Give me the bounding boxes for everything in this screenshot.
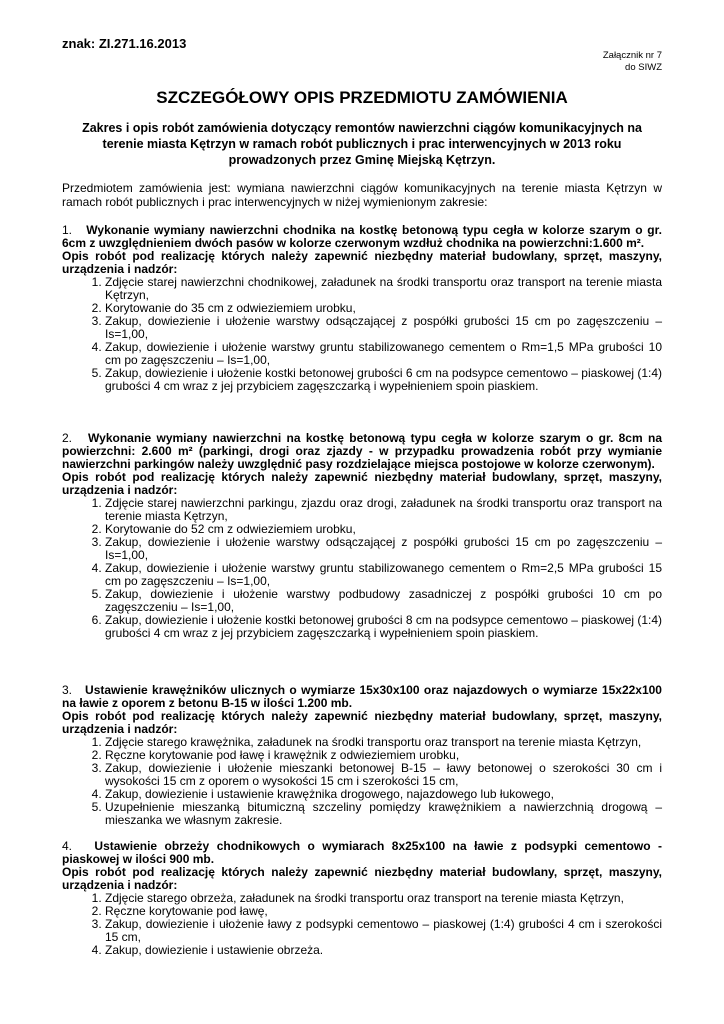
section-4 bbox=[62, 840, 662, 957]
annex-line-1: Załącznik nr 7 bbox=[602, 50, 662, 61]
list-item: 2. Korytowanie do 52 cm z odwieziemiem urobku, bbox=[105, 523, 662, 536]
section-heading bbox=[62, 432, 662, 471]
list-item: 1. Zdjęcie starej nawierzchni parkingu, zjazdu oraz drogi, załadunek na środki transportu oraz transport na terenie miasta Kętrzyn, bbox=[105, 497, 662, 523]
list-item: 6. Zakup, dowiezienie i ułożenie kostki betonowej grubości 8 cm na podsypce cementowo – piaskowej (1:4) grubości 4 cm wraz z jej przybiciem zagęszczarką i wypełnieniem spoin piaskiem. bbox=[105, 614, 662, 640]
document-subtitle: Zakres i opis robót zamówienia dotyczący remontów nawierzchni ciągów komunikacyjnych na terenie miasta Kętrzyn w ramach robót publicznych i prac interwencyjnych w 2013 roku prowadzonych przez Gminę Miejską Kętrzyn. bbox=[82, 121, 642, 167]
section-3 bbox=[62, 684, 662, 827]
intro-paragraph: Przedmiotem zamówienia jest: wymiana nawierzchni ciągów komunikacyjnych na terenie miasta Kętrzyn w ramach robót publicznych i prac interwencyjnych w niżej wymienionym zakresie: bbox=[62, 181, 662, 209]
list-item: 3. Zakup, dowiezienie i ułożenie warstwy odsączającej z pospółki grubości 15 cm po zagęszczeniu – Is=1,00, bbox=[105, 536, 662, 562]
list-item: 4. Zakup, dowiezienie i ułożenie warstwy gruntu stabilizowanego cementem o Rm=1,5 MPa grubości 10 cm po zagęszczeniu – Is=1,00, bbox=[105, 341, 662, 367]
section-number: 1. bbox=[62, 223, 73, 237]
list-item: 1. Zdjęcie starego obrzeża, załadunek na środki transportu oraz transport na terenie miasta Kętrzyn, bbox=[105, 892, 662, 905]
list-item: 4. Zakup, dowiezienie i ustawienie obrzeża. bbox=[105, 944, 662, 957]
section-number: 4. bbox=[62, 839, 73, 853]
work-list bbox=[62, 892, 662, 957]
annex-line-2: do SIWZ bbox=[625, 62, 662, 73]
list-item: 5. Uzupełnienie mieszanką bitumiczną szczeliny pomiędzy krawężnikiem a nawierzchnią drogową – mieszanka we własnym zakresie. bbox=[105, 801, 662, 827]
list-item: 2. Ręczne korytowanie pod ławę, bbox=[105, 905, 662, 918]
section-scope: Opis robót pod realizację których należy zapewnić niezbędny materiał budowlany, sprzęt, maszyny, urządzenia i nadzór: bbox=[62, 249, 662, 276]
reference-number: znak: ZI.271.16.2013 bbox=[62, 36, 187, 51]
list-item: 1. Zdjęcie starego krawężnika, załadunek na środki transportu oraz transport na terenie miasta Kętrzyn, bbox=[105, 736, 662, 749]
list-item: 2. Ręczne korytowanie pod ławę i krawężnik z odwieziemiem urobku, bbox=[105, 749, 662, 762]
section-scope: Opis robót pod realizację których należy zapewnić niezbędny materiał budowlany, sprzęt, maszyny, urządzenia i nadzór: bbox=[62, 470, 662, 497]
section-heading-text: Wykonanie wymiany nawierzchni chodnika na kostkę betonową typu cegła w kolorze szarym o gr. 6cm z uwzględnieniem dwóch pasów w kolorze czerwonym wzdłuż chodnika na powierzchni:1.600 m². bbox=[62, 223, 662, 250]
section-scope: Opis robót pod realizację których należy zapewnić niezbędny materiał budowlany, sprzęt, maszyny, urządzenia i nadzór: bbox=[62, 865, 662, 892]
list-item: 4. Zakup, dowiezienie i ułożenie warstwy gruntu stabilizowanego cementem o Rm=2,5 MPa grubości 15 cm po zagęszczeniu – Is=1,00, bbox=[105, 562, 662, 588]
section-heading bbox=[62, 684, 662, 710]
annex-label bbox=[603, 50, 662, 74]
section-heading bbox=[62, 840, 662, 866]
list-item: 3. Zakup, dowiezienie i ułożenie mieszanki betonowej B-15 – ławy betonowej o szerokości 30 cm i wysokości 15 cm z oporem o wysokości 15 cm i szerokości 15 cm, bbox=[105, 762, 662, 788]
list-item: 4. Zakup, dowiezienie i ustawienie krawężnika drogowego, najazdowego lub łukowego, bbox=[105, 788, 662, 801]
work-list bbox=[62, 497, 662, 640]
section-2 bbox=[62, 432, 662, 640]
work-list bbox=[62, 276, 662, 393]
work-list bbox=[62, 736, 662, 827]
section-heading-text: Ustawienie obrzeży chodnikowych o wymiarach 8x25x100 na ławie z podsypki cementowo - piaskowej w ilości 900 mb. bbox=[62, 839, 662, 866]
section-heading-text: Ustawienie krawężników ulicznych o wymiarze 15x30x100 oraz najazdowych o wymiarze 15x22x100 na ławie z oporem z betonu B-15 w ilości 1.200 mb. bbox=[62, 683, 662, 710]
section-heading-text: Wykonanie wymiany nawierzchni na kostkę betonową typu cegła w kolorze szarym o gr. 8cm na powierzchni: 2.600 m² (parkingi, drogi oraz zjazdy - w przypadku prowadzenia robót przy wymianie nawierzchni parkingów należy uwzględnić pasy rozdzielające miejsca postojowe w kolorze czerwonym). bbox=[62, 431, 662, 471]
section-heading bbox=[62, 224, 662, 250]
list-item: 2. Korytowanie do 35 cm z odwieziemiem urobku, bbox=[105, 302, 662, 315]
document-title: SZCZEGÓŁOWY OPIS PRZEDMIOTU ZAMÓWIENIA bbox=[156, 88, 568, 107]
section-scope: Opis robót pod realizację których należy zapewnić niezbędny materiał budowlany, sprzęt, maszyny, urządzenia i nadzór: bbox=[62, 709, 662, 736]
list-item: 3. Zakup, dowiezienie i ułożenie warstwy odsączającej z pospółki grubości 15 cm po zagęszczeniu – Is=1,00, bbox=[105, 315, 662, 341]
list-item: 5. Zakup, dowiezienie i ułożenie warstwy podbudowy zasadniczej z pospółki grubości 10 cm po zagęszczeniu – Is=1,00, bbox=[105, 588, 662, 614]
list-item: 3. Zakup, dowiezienie i ułożenie ławy z podsypki cementowo – piaskowej (1:4) grubości 4 cm i szerokości 15 cm, bbox=[105, 918, 662, 944]
section-1 bbox=[62, 224, 662, 393]
section-number: 2. bbox=[62, 431, 73, 445]
list-item: 5. Zakup, dowiezienie i ułożenie kostki betonowej grubości 6 cm na podsypce cementowo – piaskowej (1:4) grubości 4 cm wraz z jej przybiciem zagęszczarką i wypełnieniem spoin piaskiem. bbox=[105, 367, 662, 393]
section-number: 3. bbox=[62, 683, 73, 697]
list-item: 1. Zdjęcie starej nawierzchni chodnikowej, załadunek na środki transportu oraz transport na terenie miasta Kętrzyn, bbox=[105, 276, 662, 302]
